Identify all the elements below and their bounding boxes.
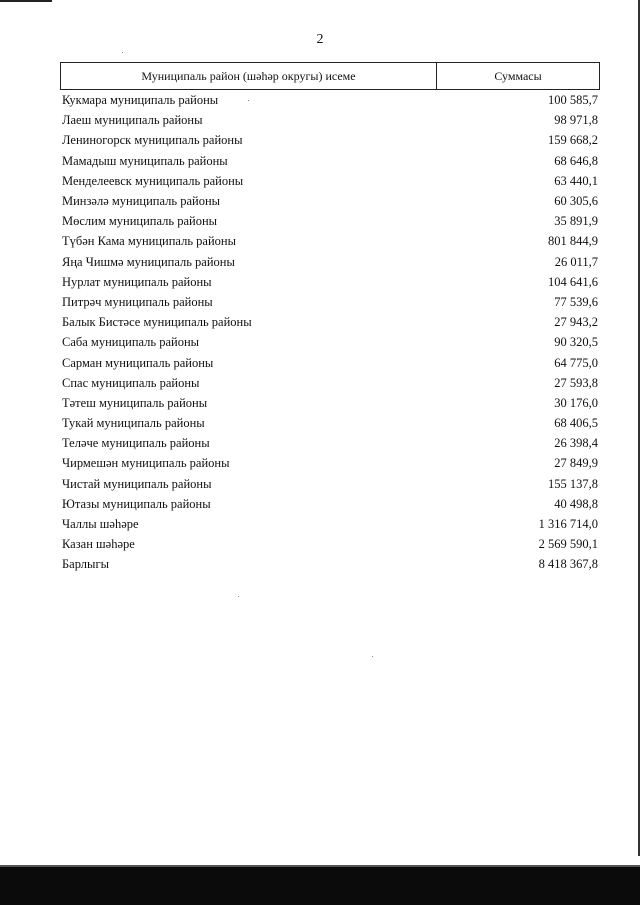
district-name: Тәтеш муниципаль районы — [62, 395, 208, 410]
table-row — [62, 191, 598, 211]
district-amount: 98 971,8 — [554, 113, 598, 128]
district-name: Түбән Кама муниципаль районы — [62, 234, 236, 249]
total-label: Барлыгы — [62, 557, 109, 572]
district-amount: 104 641,6 — [548, 274, 598, 289]
table-row — [62, 171, 598, 191]
district-name: Чистай муниципаль районы — [62, 476, 212, 491]
district-amount: 30 176,0 — [554, 395, 598, 410]
district-name: Тукай муниципаль районы — [62, 416, 205, 431]
city-name: Чаллы шәһәре — [62, 517, 139, 532]
district-name: Мамадыш муниципаль районы — [62, 153, 228, 168]
table-row — [62, 252, 598, 272]
district-name: Чирмешән муниципаль районы — [62, 456, 230, 471]
district-name: Питрәч муниципаль районы — [62, 294, 213, 309]
district-amount: 27 849,9 — [554, 456, 598, 471]
table-row — [62, 352, 598, 372]
total-amount: 8 418 367,8 — [538, 557, 598, 572]
district-name: Теләче муниципаль районы — [62, 436, 210, 451]
scan-speck — [248, 100, 249, 101]
city-name: Казан шәһәре — [62, 537, 135, 552]
table-row — [62, 231, 598, 251]
table-row — [62, 433, 598, 453]
district-amount: 26 011,7 — [554, 254, 598, 269]
table-row — [62, 393, 598, 413]
scan-speck — [238, 596, 239, 597]
district-amount: 27 593,8 — [554, 375, 598, 390]
table-row — [62, 534, 598, 554]
table-row — [62, 130, 598, 150]
district-name: Лениногорск муниципаль районы — [62, 133, 243, 148]
district-amount: 68 646,8 — [554, 153, 598, 168]
table-row — [62, 474, 598, 494]
table-row — [62, 272, 598, 292]
table-header — [60, 62, 600, 90]
table-row — [62, 211, 598, 231]
district-amount: 63 440,1 — [554, 173, 598, 188]
district-amount: 60 305,6 — [554, 194, 598, 209]
district-name: Спас муниципаль районы — [62, 375, 200, 390]
district-amount: 26 398,4 — [554, 436, 598, 451]
district-name: Саба муниципаль районы — [62, 335, 200, 350]
district-name: Сарман муниципаль районы — [62, 355, 214, 370]
district-amount: 40 498,8 — [554, 496, 598, 511]
district-name: Лаеш муниципаль районы — [62, 113, 203, 128]
district-amount: 77 539,6 — [554, 294, 598, 309]
district-amount: 90 320,5 — [554, 335, 598, 350]
district-name: Кукмара муниципаль районы — [62, 93, 219, 108]
table-body — [62, 90, 598, 575]
district-name: Балык Бистәсе муниципаль районы — [62, 315, 252, 330]
table-row — [62, 494, 598, 514]
table-row — [62, 332, 598, 352]
scan-speck — [122, 52, 123, 53]
city-amount: 2 569 590,1 — [538, 537, 598, 552]
district-name: Ютазы муниципаль районы — [62, 496, 211, 511]
district-amount: 68 406,5 — [554, 416, 598, 431]
table-row — [62, 413, 598, 433]
scan-artifact-top-mark — [0, 0, 52, 2]
column-header-sum: Суммасы — [494, 68, 542, 83]
table-total-row — [62, 554, 598, 574]
column-header-name: Муниципаль район (шәһәр округы) исеме — [61, 63, 437, 89]
district-amount: 64 775,0 — [554, 355, 598, 370]
district-name: Менделеевск муниципаль районы — [62, 173, 244, 188]
district-name: Нурлат муниципаль районы — [62, 274, 212, 289]
page-number: 2 — [316, 32, 324, 47]
district-amount: 159 668,2 — [548, 133, 598, 148]
district-amount: 801 844,9 — [548, 234, 598, 249]
district-name: Минзәлә муниципаль районы — [62, 194, 221, 209]
district-amount: 35 891,9 — [554, 214, 598, 229]
scan-artifact-bottom-band — [0, 856, 640, 905]
district-amount: 100 585,7 — [548, 93, 598, 108]
table-row — [62, 151, 598, 171]
table-row — [62, 292, 598, 312]
district-name: Мөслим муниципаль районы — [62, 214, 218, 229]
table-row — [62, 312, 598, 332]
table-row — [62, 514, 598, 534]
table-row — [62, 373, 598, 393]
city-amount: 1 316 714,0 — [538, 517, 598, 532]
table-row — [62, 110, 598, 130]
table-row — [62, 453, 598, 473]
table-row — [62, 90, 598, 110]
scan-speck — [372, 656, 373, 657]
district-amount: 27 943,2 — [554, 315, 598, 330]
district-name: Яңа Чишмә муниципаль районы — [62, 254, 235, 269]
district-amount: 155 137,8 — [548, 476, 598, 491]
